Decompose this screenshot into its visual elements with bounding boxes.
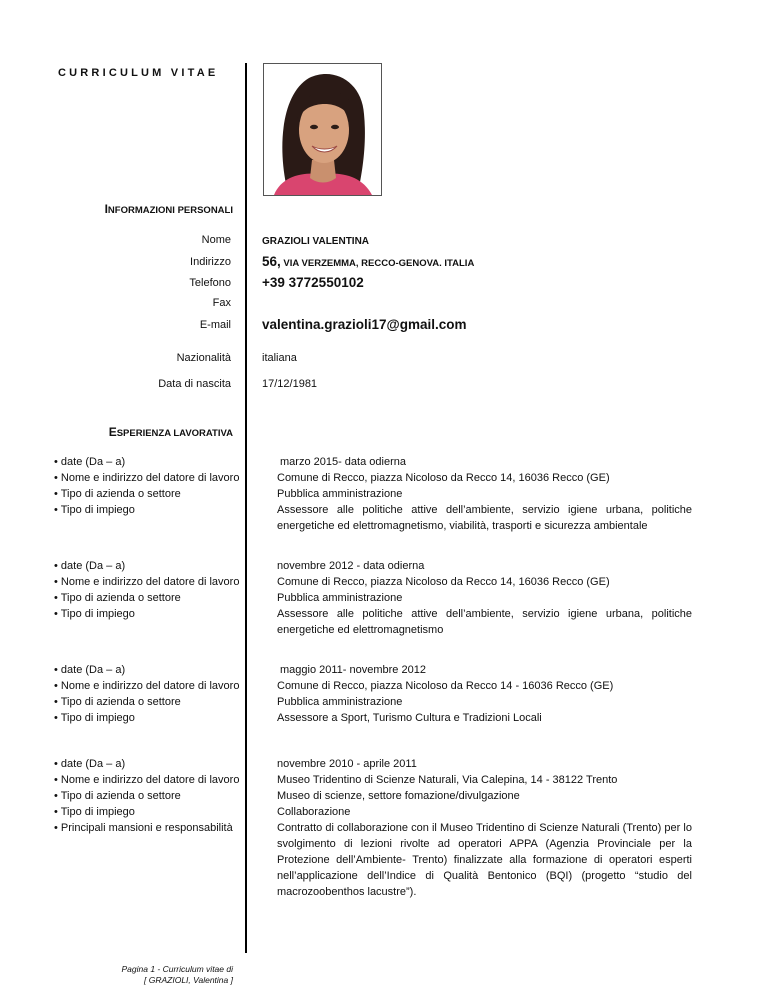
label-duties: • Principali mansioni e responsabilità bbox=[54, 822, 233, 834]
label-job-type: • Tipo di impiego bbox=[54, 608, 135, 620]
value-birthdate: 17/12/1981 bbox=[262, 378, 318, 390]
cv-title: CURRICULUM VITAE bbox=[58, 67, 219, 79]
value-address: 56, VIA VERZEMMA, RECCO-GENOVA. ITALIA bbox=[262, 254, 475, 269]
job-entry-2 bbox=[277, 558, 692, 638]
label-dates: • date (Da – a) bbox=[54, 456, 126, 468]
label-employer: • Nome e indirizzo del datore di lavoro bbox=[54, 576, 240, 588]
label-sector: • Tipo di azienda o settore bbox=[54, 488, 181, 500]
job-sector: Pubblica amministrazione bbox=[277, 488, 403, 500]
section-work-experience: ESPERIENZA LAVORATIVA bbox=[108, 425, 233, 439]
label-job-type: • Tipo di impiego bbox=[54, 504, 135, 516]
value-name: GRAZIOLI VALENTINA bbox=[262, 236, 370, 247]
job-type: Assessore alle politiche attive dell’ambiente, servizio igiene urbana, politiche energetiche ed elettromagnetismo, viabilità, trasporti e sicurezza ambientale bbox=[277, 504, 692, 532]
job-entry-3 bbox=[277, 662, 692, 726]
job-employer: Comune di Recco, piazza Nicoloso da Recco 14 - 16036 Recco (GE) bbox=[277, 680, 614, 692]
label-sector: • Tipo di azienda o settore bbox=[54, 790, 181, 802]
label-email: E-mail bbox=[199, 319, 231, 331]
label-dates: • date (Da – a) bbox=[54, 758, 126, 770]
label-fax: Fax bbox=[212, 297, 231, 309]
label-sector: • Tipo di azienda o settore bbox=[54, 696, 181, 708]
label-sector: • Tipo di azienda o settore bbox=[54, 592, 181, 604]
job-sector: Museo di scienze, settore fomazione/divulgazione bbox=[277, 790, 520, 802]
job-duties: Contratto di collaborazione con il Museo Tridentino di Scienze Naturali (Trento) per lo svolgimento di lezioni rivolte ad operatori APPA (Agenzia Provinciale per la Protezione dell’Ambiente- Trento) finalizzate alla formazione di operatori esperti nell’applicazione dell’Indice di Qualità Bentonico (BQI) (progetto “studio del macrozoobenthos lacustre”). bbox=[277, 822, 692, 898]
job-dates: novembre 2010 - aprile 2011 bbox=[277, 758, 417, 770]
job-sector: Pubblica amministrazione bbox=[277, 592, 403, 604]
label-birthdate: Data di nascita bbox=[158, 378, 231, 390]
label-employer: • Nome e indirizzo del datore di lavoro bbox=[54, 472, 240, 484]
job-entry-4 bbox=[277, 756, 692, 900]
job-labels-4 bbox=[54, 756, 239, 836]
label-job-type: • Tipo di impiego bbox=[54, 806, 135, 818]
job-employer: Comune di Recco, piazza Nicoloso da Recco 14, 16036 Recco (GE) bbox=[277, 576, 610, 588]
job-entry-1 bbox=[277, 454, 692, 534]
job-type: Assessore a Sport, Turismo Cultura e Tradizioni Locali bbox=[277, 712, 542, 724]
footer-line-1: Pagina 1 - Curriculum vitae di bbox=[121, 964, 233, 974]
label-phone: Telefono bbox=[189, 277, 231, 289]
job-type: Assessore alle politiche attive dell’ambiente, servizio igiene urbana, politiche energetiche ed elettromagnetismo bbox=[277, 608, 692, 636]
section-personal-info: INFORMAZIONI PERSONALI bbox=[104, 202, 233, 216]
label-dates: • date (Da – a) bbox=[54, 664, 126, 676]
label-name: Nome bbox=[201, 234, 231, 246]
job-employer: Comune di Recco, piazza Nicoloso da Recco 14, 16036 Recco (GE) bbox=[277, 472, 610, 484]
job-labels-2 bbox=[54, 558, 239, 622]
label-nationality: Nazionalità bbox=[176, 352, 231, 364]
label-employer: • Nome e indirizzo del datore di lavoro bbox=[54, 680, 240, 692]
value-phone: +39 3772550102 bbox=[262, 275, 364, 290]
job-dates: novembre 2012 - data odierna bbox=[277, 560, 425, 572]
label-employer: • Nome e indirizzo del datore di lavoro bbox=[54, 774, 240, 786]
label-job-type: • Tipo di impiego bbox=[54, 712, 135, 724]
job-labels-3 bbox=[54, 662, 239, 726]
label-dates: • date (Da – a) bbox=[54, 560, 126, 572]
footer-line-2: [ GRAZIOLI, Valentina ] bbox=[144, 975, 233, 985]
page-footer bbox=[122, 964, 234, 986]
value-email: valentina.grazioli17@gmail.com bbox=[262, 317, 467, 332]
job-labels-1 bbox=[54, 454, 239, 518]
column-divider bbox=[245, 63, 247, 953]
profile-photo bbox=[263, 63, 382, 196]
label-address: Indirizzo bbox=[190, 256, 231, 268]
job-dates: maggio 2011- novembre 2012 bbox=[280, 664, 426, 676]
job-sector: Pubblica amministrazione bbox=[277, 696, 403, 708]
portrait-image bbox=[264, 64, 381, 195]
value-nationality: italiana bbox=[262, 352, 297, 364]
job-dates: marzo 2015- data odierna bbox=[280, 456, 406, 468]
job-employer: Museo Tridentino di Scienze Naturali, Via Calepina, 14 - 38122 Trento bbox=[277, 774, 618, 786]
job-type: Collaborazione bbox=[277, 806, 351, 818]
